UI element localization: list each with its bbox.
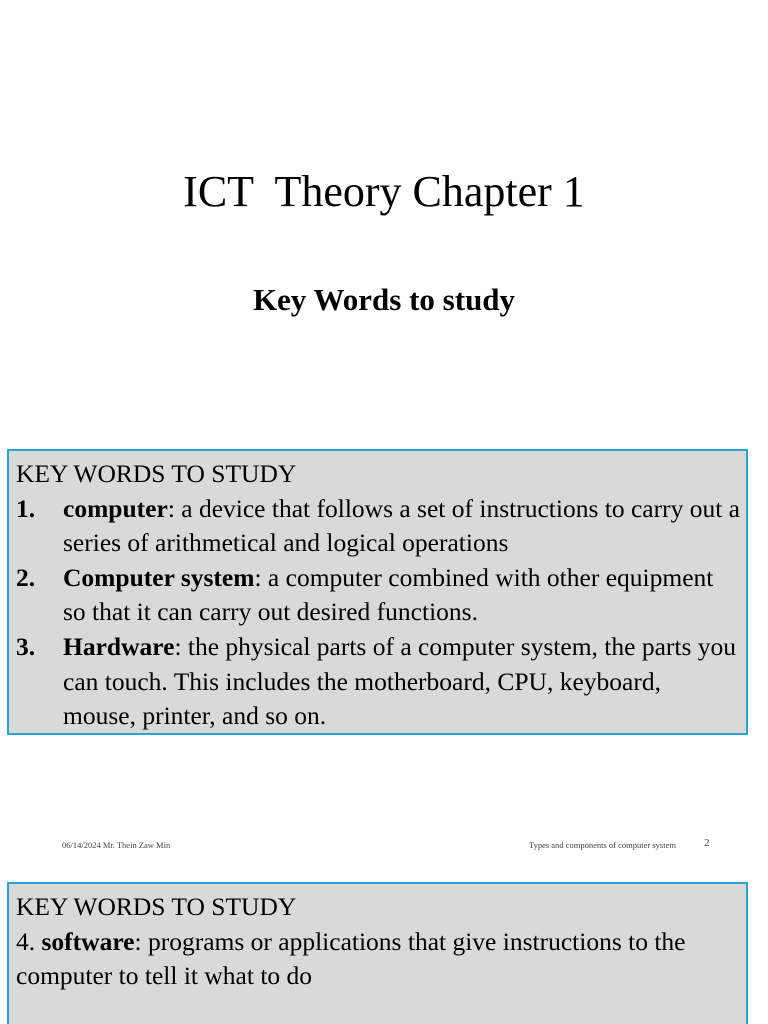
key-word-item [16, 630, 740, 734]
key-words-box-1 [7, 449, 748, 735]
item-term: Hardware [63, 631, 175, 661]
item-term: software [41, 926, 135, 956]
footer-date-author: 06/14/2024 Mr. Thein Zaw Min [62, 840, 171, 850]
item-text [63, 492, 740, 561]
item-term: Computer system [63, 562, 255, 592]
box-heading: KEY WORDS TO STUDY [16, 892, 297, 921]
item-number: 2. [16, 562, 36, 592]
key-words-box-2 [7, 882, 748, 1024]
item-number: 4. [16, 926, 36, 956]
item-definition: : a device that follows a set of instructions to carry out a series of arithmetical and logical operations [63, 493, 740, 558]
slide-title: ICT Theory Chapter 1 [183, 167, 585, 216]
item-term: computer [63, 493, 168, 523]
item-definition: : programs or applications that give instructions to the computer to tell it what to do [16, 926, 686, 991]
key-word-item [16, 492, 740, 561]
item-definition: : the physical parts of a computer system, the parts you can touch. This includes the motherboard, CPU, keyboard, mouse, printer, and so on. [63, 631, 737, 731]
footer-page-number: 2 [704, 837, 710, 849]
item-number: 3. [16, 631, 36, 661]
box-heading: KEY WORDS TO STUDY [16, 459, 297, 488]
item-number: 1. [16, 493, 36, 523]
item-definition: : a computer combined with other equipment so that it can carry out desired functions. [63, 562, 714, 627]
item-text [63, 630, 740, 734]
slide-subtitle: Key Words to study [252, 282, 516, 317]
key-word-item [16, 561, 740, 630]
key-word-item [16, 925, 740, 994]
item-text [63, 561, 740, 630]
footer-topic: Types and components of computer system [529, 840, 676, 850]
